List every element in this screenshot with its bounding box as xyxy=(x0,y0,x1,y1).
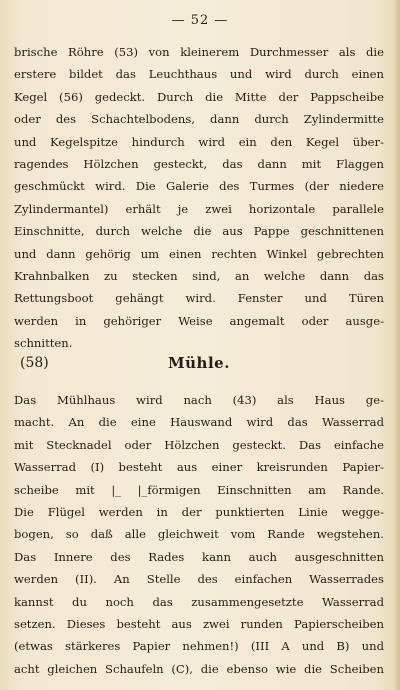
text-line: werden in gehöriger Weise angemalt oder ausge- xyxy=(14,313,384,328)
text-line: Zylindermantel) erhält je zwei horizontale parallele xyxy=(14,201,384,216)
text-line: brische Röhre (53) von kleinerem Durchmesser als die xyxy=(14,45,384,59)
section-number: (58) xyxy=(20,355,49,371)
page-number: — 52 — xyxy=(171,13,229,28)
text-line: und Kegelspitze hindurch wird ein den Kegel über- xyxy=(14,134,384,149)
text-line: geschmückt wird. Die Galerie des Turmes (der niedere xyxy=(14,179,384,194)
section-header xyxy=(14,355,384,379)
text-line: erstere bildet das Leuchthaus und wird durch einen xyxy=(14,67,384,82)
text-line: mit Stecknadel oder Hölzchen gesteckt. Das einfache xyxy=(14,437,384,452)
text-line: acht gleichen Schaufeln (C), die ebenso wie die Scheiben xyxy=(14,661,384,676)
text-line: und dann gehörig um einen rechten Winkel gebrechten xyxy=(14,246,384,261)
text-line: Die Flügel werden in der punktierten Linie wegge- xyxy=(14,505,384,520)
text-line: oder des Schachtelbodens, dann durch Zylindermitte xyxy=(14,112,384,127)
text-line: Einschnitte, durch welche die aus Pappe geschnittenen xyxy=(14,224,384,239)
text-line: kannst du noch das zusammengesetzte Wasserrad xyxy=(14,594,384,609)
text-line: Rettungsboot gehängt wird. Fenster und Türen xyxy=(14,291,384,306)
text-line: setzen. Dieses besteht aus zwei runden Papierscheiben xyxy=(14,617,384,632)
text-line: Krahnbalken zu stecken sind, an welche dann das xyxy=(14,269,384,284)
paragraph-mill xyxy=(14,389,384,680)
section-title: Mühle. xyxy=(168,354,230,372)
text-line: Das Innere des Rades kann auch ausgeschnitten xyxy=(14,549,384,564)
paragraph-lighthouse xyxy=(14,41,384,355)
page-edge-shadow xyxy=(394,0,400,690)
text-line: Das Mühlhaus wird nach (43) als Haus ge- xyxy=(14,393,384,407)
text-line: schnitten. xyxy=(14,336,73,351)
text-line: scheibe mit |_ |_förmigen Einschnitten am Rande. xyxy=(14,482,384,497)
text-line: macht. An die eine Hauswand wird das Wasserrad xyxy=(14,415,384,430)
text-line: Wasserrad (I) besteht aus einer kreisrunden Papier- xyxy=(14,460,384,475)
text-line: werden (II). An Stelle des einfachen Wasserrades xyxy=(14,572,384,587)
text-line: bogen, so daß alle gleichweit vom Rande wegstehen. xyxy=(14,527,384,542)
text-line: (etwas stärkeres Papier nehmen!) (III A und B) und xyxy=(14,639,384,654)
text-line: Kegel (56) gedeckt. Durch die Mitte der Pappscheibe xyxy=(14,89,384,104)
text-line: ragendes Hölzchen gesteckt, das dann mit Flaggen xyxy=(14,157,384,172)
